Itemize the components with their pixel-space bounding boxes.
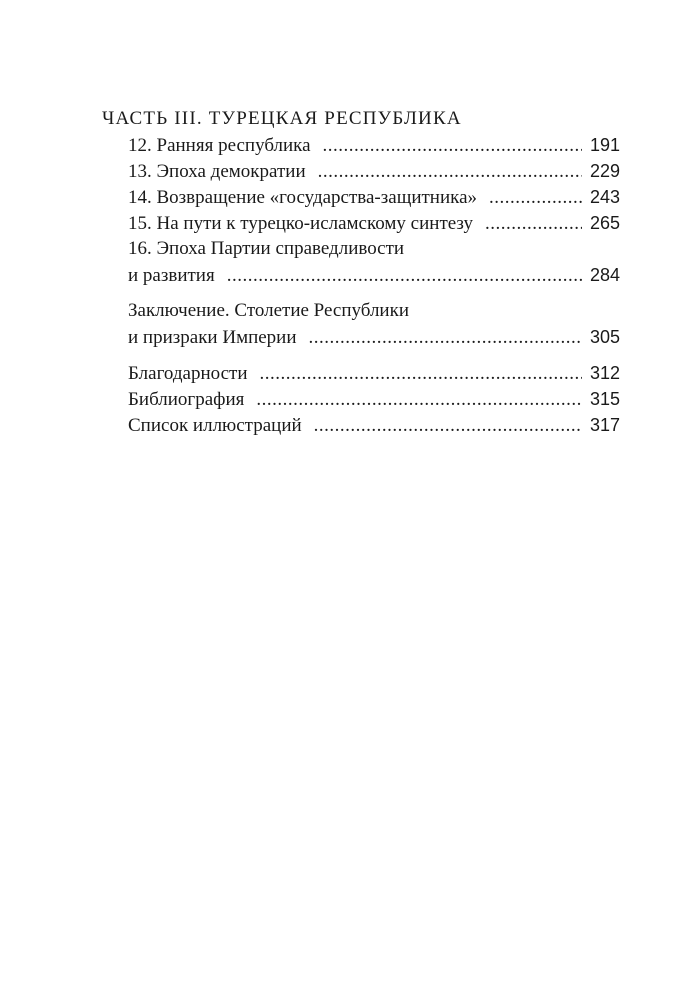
- toc-entry-title: и развития: [128, 265, 215, 286]
- toc-entry-page-number: 312: [589, 363, 620, 383]
- toc-entry-page-number: 284: [589, 265, 620, 285]
- toc-entry-bibliography[interactable]: [128, 386, 620, 412]
- toc-entry-title: 14. Возвращение «государства-защитника»: [128, 187, 478, 208]
- toc-entry-acknowledgements[interactable]: [128, 360, 620, 386]
- dot-leader: [489, 185, 582, 211]
- dot-leader: [227, 263, 582, 289]
- part-heading: ЧАСТЬ III. ТУРЕЦКАЯ РЕСПУБЛИКА: [102, 108, 462, 129]
- dot-leader: [318, 159, 582, 185]
- toc-entry-title: Благодарности: [128, 363, 248, 384]
- toc-entry-title: и призраки Империи: [128, 327, 297, 348]
- toc-entry-title: 13. Эпоха демократии: [128, 161, 306, 182]
- dot-leader: [260, 361, 582, 387]
- dot-leader: [323, 133, 582, 159]
- toc-entry-chapter-14[interactable]: [128, 184, 620, 210]
- toc-entry-page-number: 265: [589, 213, 620, 233]
- toc-entry-title: Библиография: [128, 389, 245, 410]
- dot-leader: [485, 211, 582, 237]
- toc-entry-chapter-16[interactable]: [128, 262, 620, 288]
- toc-entry-title: Список иллюстраций: [128, 415, 302, 436]
- dot-leader: [309, 325, 582, 351]
- dot-leader: [314, 413, 582, 439]
- toc-entry-chapter-12[interactable]: [128, 132, 620, 158]
- toc-entry-title: 12. Ранняя республика: [128, 135, 311, 156]
- toc-entry-chapter-15[interactable]: [128, 210, 620, 236]
- toc-entry-chapter-13[interactable]: [128, 158, 620, 184]
- toc-entry-page-number: 305: [589, 327, 620, 347]
- toc-entry-page-number: 229: [589, 161, 620, 181]
- toc-entry-page-number: 315: [589, 389, 620, 409]
- toc-entry-conclusion-line1[interactable]: Заключение. Столетие Республики: [128, 300, 410, 321]
- toc-entry-page-number: 243: [589, 187, 620, 207]
- toc-entry-chapter-16-line1[interactable]: 16. Эпоха Партии справедливости: [128, 238, 405, 259]
- toc-entry-title: 15. На пути к турецко-исламскому синтезу: [128, 213, 474, 234]
- toc-entry-page-number: 317: [589, 415, 620, 435]
- dot-leader: [256, 387, 582, 413]
- toc-entry-conclusion[interactable]: [128, 324, 620, 350]
- toc-entry-page-number: 191: [589, 135, 620, 155]
- toc-entry-list-of-illustrations[interactable]: [128, 412, 620, 438]
